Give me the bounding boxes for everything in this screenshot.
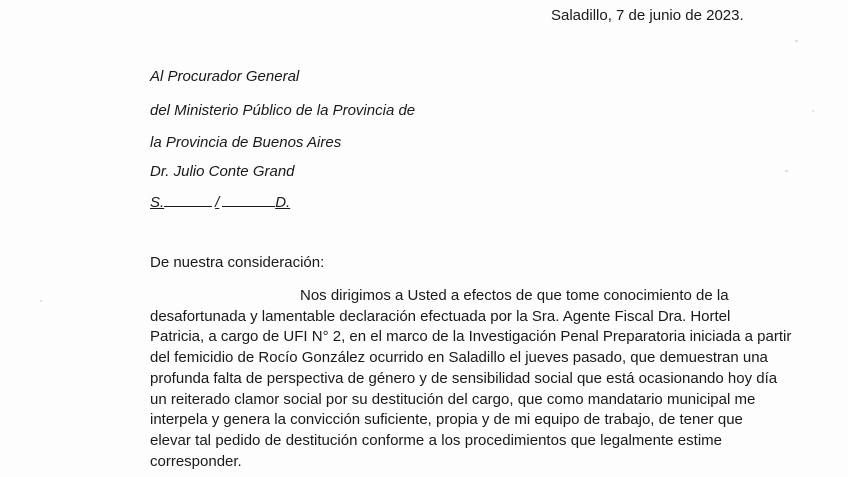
body-line-4: del femicidio de Rocío González ocurrido en Saladillo el jueves pasado, que demuestran una	[150, 349, 768, 367]
body-line-1-text: Nos dirigimos a Usted a efectos de que tome conocimiento de la	[300, 287, 729, 304]
scan-speck	[40, 300, 42, 302]
scan-speck	[785, 170, 788, 172]
body-line-7: interpela y genera la convicción suficiente, propia y de mi equipo de trabajo, de tener que	[150, 411, 743, 429]
body-line-2: desafortunada y lamentable declaración efectuada por la Sra. Agente Fiscal Dra. Hortel	[150, 307, 731, 325]
sd-underline-right	[222, 192, 275, 207]
addressee-line-3: la Provincia de Buenos Aires	[150, 134, 342, 151]
sd-slash: /	[215, 194, 220, 211]
body-line-6: un reiterado clamor social por su destitución del cargo, que como mandatario municipal me	[150, 390, 756, 408]
body-line-8: elevar tal pedido de destitución conforme a los procedimientos que legalmente estime	[150, 431, 722, 449]
body-line-3: Patricia, a cargo de UFI N° 2, en el marco de la Investigación Penal Preparatoria iniciada a partir	[150, 328, 792, 346]
scan-speck	[795, 40, 798, 42]
greeting: De nuestra consideración:	[150, 254, 325, 271]
body-paragraph	[150, 286, 792, 472]
body-line-5: profunda falta de perspectiva de género y de sensibilidad social que está ocasionando hoy día	[150, 369, 778, 387]
sd-s: S.	[150, 194, 165, 211]
body-line-9: corresponder.	[150, 452, 242, 470]
scan-speck	[812, 110, 814, 112]
letter-date: Saladillo, 7 de junio de 2023.	[551, 7, 744, 24]
sd-underline-left	[164, 192, 212, 207]
salutation-sd	[150, 192, 290, 212]
sd-d: D.	[275, 194, 291, 211]
addressee-line-1: Al Procurador General	[150, 68, 300, 85]
body-line-1	[150, 286, 729, 307]
addressee-line-4: Dr. Julio Conte Grand	[150, 163, 295, 180]
addressee-line-2: del Ministerio Público de la Provincia de	[150, 102, 416, 119]
